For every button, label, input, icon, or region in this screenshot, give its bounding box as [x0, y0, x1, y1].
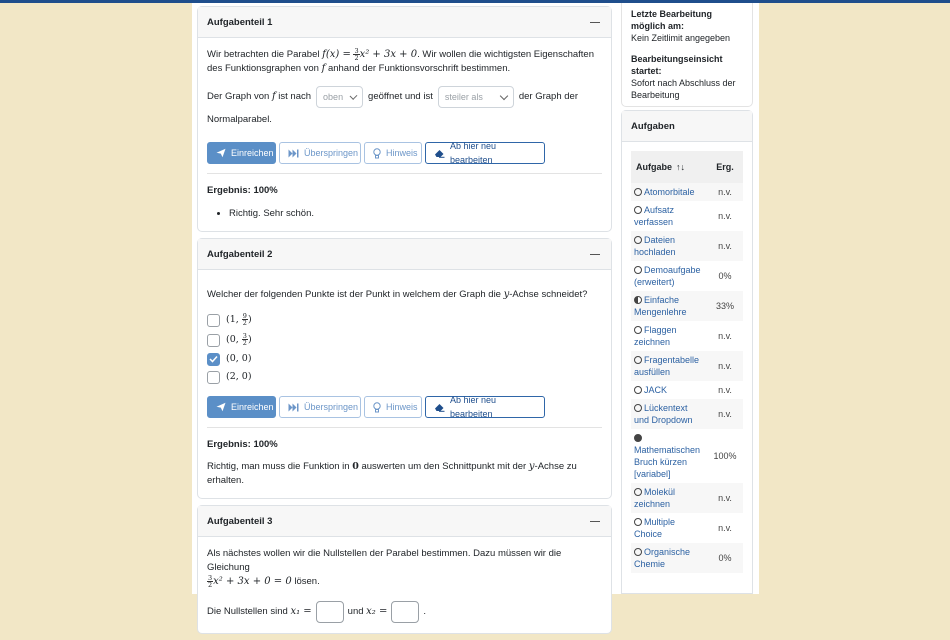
task-part-1-actions — [207, 142, 602, 164]
task-result: 100% — [713, 451, 737, 461]
chevron-down-icon — [350, 92, 358, 100]
task-name[interactable]: Lückentext und Dropdown — [634, 403, 693, 425]
last-edit-label: Letzte Bearbeitung möglich am: — [631, 9, 713, 31]
sort-icon[interactable]: ↑↓ — [676, 162, 685, 172]
task-name[interactable]: Fragentabelle ausfüllen — [634, 355, 700, 377]
fast-forward-icon — [288, 149, 299, 158]
task-part-1-intro: Wir betrachten die Parabel f(x) = $\frac{3}{2}$ x² + 3x + 0. Wir wollen die wichtigsten Eigenschaften des Funktionsgraphen von f anhand der Funktionsvorschrift bestimmen. — [207, 47, 595, 75]
progress-empty-icon — [634, 518, 642, 526]
task-name[interactable]: Molekül zeichnen — [634, 487, 676, 509]
checkbox[interactable] — [207, 371, 220, 384]
task-name[interactable]: Einfache Mengenlehre — [634, 295, 687, 317]
feedback-item: • Richtig. Sehr schön. — [229, 207, 602, 221]
deadline-info — [621, 3, 753, 107]
fast-forward-icon — [288, 403, 299, 412]
tasks-table — [631, 151, 743, 573]
task-part-3-header[interactable] — [198, 506, 611, 537]
task-part-2 — [197, 238, 612, 499]
answer-option[interactable]: (0, $\frac{3}{2}$ ) — [207, 330, 602, 350]
task-link[interactable] — [631, 261, 707, 291]
checkbox[interactable] — [207, 334, 220, 347]
task-link[interactable] — [631, 231, 707, 261]
task-link[interactable] — [631, 381, 707, 399]
task-part-1-header[interactable] — [198, 7, 611, 38]
divider — [207, 427, 602, 428]
progress-empty-icon — [634, 356, 642, 364]
task-link[interactable] — [631, 483, 707, 513]
task-result: n.v. — [718, 331, 732, 341]
task-result: 0% — [718, 553, 732, 563]
eraser-icon — [434, 149, 445, 158]
task-link[interactable] — [631, 201, 707, 231]
result-label: Ergebnis: 100% — [207, 185, 278, 197]
task-row[interactable] — [631, 183, 743, 201]
column-result-header: Erg. — [716, 162, 734, 172]
task-row[interactable] — [631, 543, 743, 573]
task-row[interactable] — [631, 429, 743, 483]
answer-option[interactable]: (0, 0) — [207, 350, 602, 368]
task-result: n.v. — [718, 409, 732, 419]
task-row[interactable] — [631, 399, 743, 429]
review-label: Bearbeitungseinsicht startet: — [631, 54, 723, 76]
task-link[interactable] — [631, 513, 707, 543]
task-link[interactable] — [631, 429, 707, 483]
collapse-icon[interactable] — [589, 248, 601, 260]
graph-question: Der Graph von f ist nach oben geöffnet und ist steiler als der Graph der Normalparabel. — [207, 86, 602, 130]
task-link[interactable] — [631, 399, 707, 429]
progress-empty-icon — [634, 386, 642, 394]
progress-empty-icon — [634, 404, 642, 412]
task-result: n.v. — [718, 361, 732, 371]
x1-input[interactable] — [316, 601, 344, 623]
lightbulb-icon — [373, 402, 381, 413]
divider — [207, 173, 602, 174]
progress-empty-icon — [634, 548, 642, 556]
task-part-2-actions — [207, 396, 602, 418]
feedback-text: Richtig, man muss die Funktion in 0 auswerten um den Schnittpunkt mit der y-Achse zu erhalten. — [207, 461, 577, 487]
progress-full-icon — [634, 434, 642, 442]
checkbox[interactable] — [207, 314, 220, 327]
task-link[interactable] — [631, 351, 707, 381]
checkbox-checked[interactable] — [207, 353, 220, 366]
lightbulb-icon — [373, 148, 381, 159]
task-name[interactable]: Flaggen zeichnen — [634, 325, 677, 347]
hint-button[interactable]: Hinweis — [364, 142, 422, 164]
task-part-3 — [197, 505, 612, 634]
tasks-table-header — [631, 151, 743, 183]
hint-button[interactable]: Hinweis — [364, 396, 422, 418]
task-part-2-title: Aufgabenteil 2 — [207, 248, 273, 260]
task-name[interactable]: JACK — [644, 385, 668, 395]
answer-option[interactable]: (1, $\frac{9}{2}$ ) — [207, 310, 602, 330]
progress-half-icon — [634, 296, 642, 304]
zeros-question: Die Nullstellen sind x₁ = und x₂ = . — [207, 601, 602, 623]
check-icon — [209, 355, 218, 363]
task-part-1-title: Aufgabenteil 1 — [207, 16, 273, 28]
steepness-select[interactable]: steiler als — [438, 86, 514, 108]
progress-empty-icon — [634, 236, 642, 244]
task-part-2-header[interactable] — [198, 239, 611, 270]
task-row[interactable] — [631, 381, 743, 399]
task-name[interactable]: Atomorbitale — [644, 187, 695, 197]
task-row[interactable] — [631, 201, 743, 231]
feedback-list — [207, 207, 602, 221]
progress-empty-icon — [634, 326, 642, 334]
x2-input[interactable] — [391, 601, 419, 623]
task-name[interactable]: Dateien hochladen — [634, 235, 676, 257]
tasks-panel — [621, 110, 753, 594]
task-row[interactable] — [631, 351, 743, 381]
fraction: $\frac{3}{2}$ — [208, 574, 213, 590]
task-row[interactable] — [631, 483, 743, 513]
review-value: Sofort nach Abschluss der Bearbeitung — [631, 78, 736, 100]
task-name[interactable]: Mathematischen Bruch kürzen [variabel] — [634, 445, 701, 479]
task-result: n.v. — [718, 187, 732, 197]
progress-empty-icon — [634, 188, 642, 196]
task-link[interactable] — [631, 183, 707, 201]
tasks-panel-header — [622, 111, 752, 142]
task-result: 0% — [718, 271, 732, 281]
collapse-icon[interactable] — [589, 515, 601, 527]
redo-from-here-button[interactable]: Ab hier neu bearbeiten — [425, 396, 545, 418]
answer-option[interactable]: (2, 0) — [207, 368, 602, 386]
chevron-down-icon — [500, 91, 508, 99]
opening-direction-select[interactable]: oben — [316, 86, 363, 108]
task-part-3-text: Als nächstes wollen wir die Nullstellen der Parabel bestimmen. Dazu müssen wir die Gleichung $\frac{3}{2}$ x² + 3x + 0 = 0 lösen. — [207, 548, 562, 590]
task-row[interactable] — [631, 513, 743, 543]
skip-button[interactable]: Überspringen — [279, 396, 361, 418]
progress-empty-icon — [634, 488, 642, 496]
task-link[interactable] — [631, 291, 707, 321]
send-icon — [216, 148, 226, 158]
skip-button[interactable]: Überspringen — [279, 142, 361, 164]
task-row[interactable] — [631, 321, 743, 351]
progress-empty-icon — [634, 206, 642, 214]
task-result: n.v. — [718, 385, 732, 395]
task-name[interactable]: Aufsatz verfassen — [634, 205, 675, 227]
fraction: $\frac{3}{2}$ — [354, 47, 359, 62]
task-part-1 — [197, 6, 612, 232]
task-result: n.v. — [718, 241, 732, 251]
task-result: n.v. — [718, 211, 732, 221]
submit-button[interactable]: Einreichen — [207, 142, 276, 164]
task-name[interactable]: Organische Chemie — [634, 547, 691, 569]
task-row[interactable] — [631, 261, 743, 291]
task-row[interactable] — [631, 231, 743, 261]
task-result: 33% — [715, 301, 734, 311]
task-result: n.v. — [718, 523, 732, 533]
eraser-icon — [434, 403, 445, 412]
tasks-panel-title: Aufgaben — [631, 120, 675, 132]
tasks-table-body — [631, 183, 743, 573]
task-name[interactable]: Demoaufgabe (erweitert) — [634, 265, 701, 287]
main-column — [197, 6, 612, 640]
task-name[interactable]: Multiple Choice — [634, 517, 676, 539]
task-link[interactable] — [631, 321, 707, 351]
answer-options — [207, 310, 602, 386]
collapse-icon[interactable] — [589, 16, 601, 28]
progress-empty-icon — [634, 266, 642, 274]
column-task-header[interactable]: Aufgabe ↑↓ — [636, 162, 685, 172]
task-link[interactable] — [631, 543, 707, 573]
task-result: n.v. — [718, 493, 732, 503]
task-row[interactable] — [631, 291, 743, 321]
submit-button[interactable]: Einreichen — [207, 396, 276, 418]
result-label: Ergebnis: 100% — [207, 439, 278, 451]
redo-from-here-button[interactable]: Ab hier neu bearbeiten — [425, 142, 545, 164]
last-edit-value: Kein Zeitlimit angegeben — [631, 33, 731, 43]
task-part-2-question: Welcher der folgenden Punkte ist der Punkt in welchem der Graph die y-Achse schneidet? — [207, 289, 588, 301]
task-part-3-title: Aufgabenteil 3 — [207, 515, 273, 527]
send-icon — [216, 402, 226, 412]
